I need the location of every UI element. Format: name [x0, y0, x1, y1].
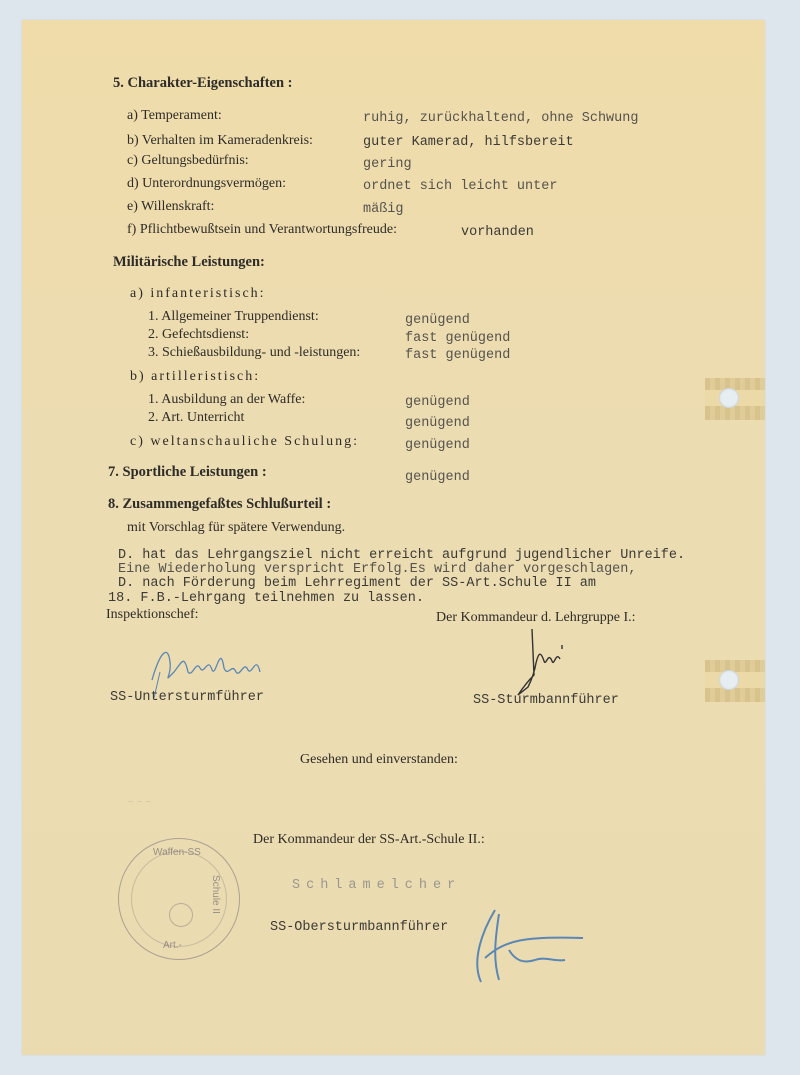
verdict-line: D. nach Förderung beim Lehrregiment der SS-Art.Schule II am — [118, 576, 596, 591]
verdict-line: 18. F.B.-Lehrgang teilnehmen zu lassen. — [108, 591, 424, 606]
field-label: 3. Schießausbildung- und -leistungen: — [148, 345, 361, 360]
subsection-c-label: c) weltanschauliche Schulung: — [130, 434, 360, 449]
verdict-line: Eine Wiederholung verspricht Erfolg.Es wird daher vorgeschlagen, — [118, 562, 637, 577]
section-5-heading: 5. Charakter-Eigenschaften : — [113, 75, 293, 91]
school-commander-rank: SS-Obersturmbannführer — [270, 920, 449, 935]
field-value: mäßig — [363, 202, 404, 217]
school-commander-name: Schlamelcher — [292, 878, 462, 893]
hole-icon — [719, 670, 739, 690]
hole-icon — [719, 388, 739, 408]
pencil-note: ~ ~ ~ — [128, 797, 152, 808]
field-label: 2. Gefechtsdienst: — [148, 327, 250, 342]
field-value: ruhig, zurückhaltend, ohne Schwung — [363, 111, 639, 126]
field-value: genügend — [405, 395, 470, 410]
field-value: genügend — [405, 438, 470, 453]
inspector-title: Inspektionschef: — [106, 607, 199, 622]
section-8-heading: 8. Zusammengefaßtes Schlußurteil : — [108, 496, 332, 512]
official-stamp — [118, 838, 240, 960]
stamp-emblem-icon — [169, 903, 193, 927]
commander-rank: SS-Sturmbannführer — [473, 693, 619, 708]
inspector-rank: SS-Untersturmführer — [110, 690, 264, 705]
field-value: fast genügend — [405, 331, 511, 346]
section-6-heading: Militärische Leistungen: — [113, 254, 265, 270]
approval-text: Gesehen und einverstanden: — [300, 752, 458, 767]
section-8-subheading: mit Vorschlag für spätere Verwendung. — [127, 520, 346, 535]
commander-title: Der Kommandeur d. Lehrgruppe I.: — [436, 610, 636, 625]
punch-hole-lower — [705, 660, 765, 702]
section-7-heading: 7. Sportliche Leistungen : — [108, 464, 267, 480]
field-value: genügend — [405, 470, 470, 485]
field-value: vorhanden — [461, 225, 534, 240]
field-value: guter Kamerad, hilfsbereit — [363, 135, 574, 150]
field-label: d) Unterordnungsvermögen: — [127, 176, 287, 191]
school-commander-title: Der Kommandeur der SS-Art.-Schule II.: — [253, 832, 485, 847]
signature-blue-ink — [465, 900, 595, 990]
field-label: c) Geltungsbedürfnis: — [127, 153, 249, 168]
field-value: genügend — [405, 416, 470, 431]
field-label: b) Verhalten im Kameradenkreis: — [127, 133, 313, 148]
field-value: genügend — [405, 313, 470, 328]
verdict-line: D. hat das Lehrgangsziel nicht erreicht aufgrund jugendlicher Unreife. — [118, 548, 686, 563]
field-label: f) Pflichtbewußtsein und Verantwortungsfreude: — [127, 222, 397, 237]
field-value: ordnet sich leicht unter — [363, 179, 558, 194]
subsection-a-heading: a) infanteristisch: — [130, 286, 266, 301]
field-value: gering — [363, 157, 412, 172]
field-label: 1. Ausbildung an der Waffe: — [148, 392, 306, 407]
field-label: 2. Art. Unterricht — [148, 410, 245, 425]
stamp-side-text: Schule II — [210, 875, 222, 914]
field-label: e) Willenskraft: — [127, 199, 215, 214]
field-label: 1. Allgemeiner Truppendienst: — [148, 309, 319, 324]
stamp-bottom-text: Art.- — [163, 940, 182, 951]
subsection-b-heading: b) artilleristisch: — [130, 369, 261, 384]
stamp-top-text: Waffen-SS — [153, 847, 201, 858]
field-value: fast genügend — [405, 348, 511, 363]
punch-hole-upper — [705, 378, 765, 420]
field-label: a) Temperament: — [127, 108, 222, 123]
